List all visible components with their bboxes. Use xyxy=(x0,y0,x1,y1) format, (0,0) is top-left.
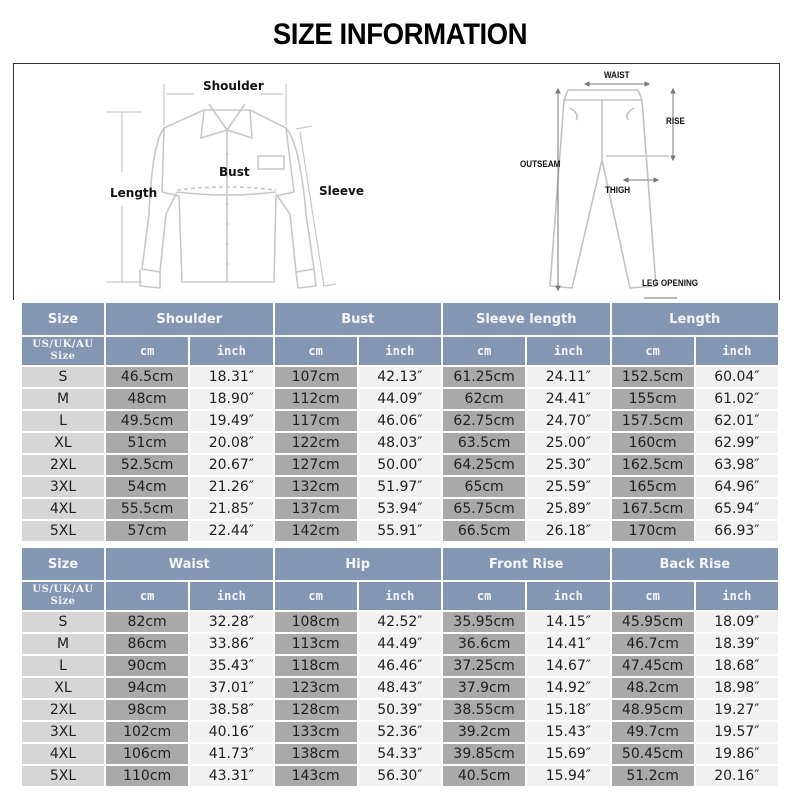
size-cell: 4XL xyxy=(22,744,104,764)
cm-value-cell: 157.5cm xyxy=(612,411,694,431)
cm-value-cell: 94cm xyxy=(106,678,188,698)
cm-value-cell: 155cm xyxy=(612,389,694,409)
size-system-header: US/UK/AU Size xyxy=(22,582,104,610)
cm-value-cell: 37.9cm xyxy=(443,678,525,698)
unit-cm-header: cm xyxy=(106,337,188,365)
table-row xyxy=(22,433,778,453)
shoulder-label: Shoulder xyxy=(203,79,264,93)
inch-value-cell: 48.43″ xyxy=(359,678,441,698)
table-row xyxy=(22,411,778,431)
cm-value-cell: 106cm xyxy=(106,744,188,764)
cm-value-cell: 50.45cm xyxy=(612,744,694,764)
size-cell: L xyxy=(22,656,104,676)
diagram-panel xyxy=(13,63,780,300)
cm-value-cell: 165cm xyxy=(612,477,694,497)
cm-value-cell: 49.5cm xyxy=(106,411,188,431)
cm-value-cell: 45.95cm xyxy=(612,612,694,632)
cm-value-cell: 138cm xyxy=(275,744,357,764)
unit-cm-header: cm xyxy=(275,582,357,610)
cm-value-cell: 82cm xyxy=(106,612,188,632)
inch-value-cell: 15.69″ xyxy=(527,744,609,764)
cm-value-cell: 113cm xyxy=(275,634,357,654)
inch-value-cell: 50.00″ xyxy=(359,455,441,475)
cm-value-cell: 36.6cm xyxy=(443,634,525,654)
table-row xyxy=(22,656,778,676)
inch-value-cell: 20.16″ xyxy=(696,766,778,786)
size-cell: 2XL xyxy=(22,700,104,720)
inch-value-cell: 48.03″ xyxy=(359,433,441,453)
cm-value-cell: 64.25cm xyxy=(443,455,525,475)
size-cell: 2XL xyxy=(22,455,104,475)
cm-value-cell: 160cm xyxy=(612,433,694,453)
cm-value-cell: 48.2cm xyxy=(612,678,694,698)
cm-value-cell: 118cm xyxy=(275,656,357,676)
page-title: SIZE INFORMATION xyxy=(272,18,528,51)
inch-value-cell: 64.96″ xyxy=(696,477,778,497)
cm-value-cell: 90cm xyxy=(106,656,188,676)
inch-value-cell: 55.91″ xyxy=(359,521,441,541)
cm-value-cell: 152.5cm xyxy=(612,367,694,387)
table-row xyxy=(22,678,778,698)
size-cell: 5XL xyxy=(22,521,104,541)
table-row xyxy=(22,499,778,519)
inch-value-cell: 20.08″ xyxy=(190,433,272,453)
inch-value-cell: 24.41″ xyxy=(527,389,609,409)
cm-value-cell: 86cm xyxy=(106,634,188,654)
cm-value-cell: 142cm xyxy=(275,521,357,541)
inch-value-cell: 18.31″ xyxy=(190,367,272,387)
cm-value-cell: 132cm xyxy=(275,477,357,497)
inch-value-cell: 15.18″ xyxy=(527,700,609,720)
unit-cm-header: cm xyxy=(612,582,694,610)
inch-value-cell: 14.67″ xyxy=(527,656,609,676)
outseam-label: OUTSEAM xyxy=(520,159,561,170)
cm-value-cell: 40.5cm xyxy=(443,766,525,786)
bottom-size-table xyxy=(20,546,780,788)
cm-value-cell: 37.25cm xyxy=(443,656,525,676)
inch-value-cell: 18.98″ xyxy=(696,678,778,698)
cm-value-cell: 46.7cm xyxy=(612,634,694,654)
shirt-illustration xyxy=(14,64,394,299)
inch-value-cell: 56.30″ xyxy=(359,766,441,786)
inch-value-cell: 51.97″ xyxy=(359,477,441,497)
cm-value-cell: 47.45cm xyxy=(612,656,694,676)
inch-value-cell: 54.33″ xyxy=(359,744,441,764)
unit-inch-header: inch xyxy=(359,337,441,365)
size-cell: M xyxy=(22,634,104,654)
sleeve-label: Sleeve xyxy=(319,184,364,198)
cm-value-cell: 62.75cm xyxy=(443,411,525,431)
size-cell: S xyxy=(22,367,104,387)
cm-value-cell: 122cm xyxy=(275,433,357,453)
cm-value-cell: 110cm xyxy=(106,766,188,786)
inch-value-cell: 60.04″ xyxy=(696,367,778,387)
cm-value-cell: 128cm xyxy=(275,700,357,720)
cm-value-cell: 54cm xyxy=(106,477,188,497)
cm-value-cell: 127cm xyxy=(275,455,357,475)
rise-label: RISE xyxy=(666,116,685,127)
cm-value-cell: 123cm xyxy=(275,678,357,698)
inch-value-cell: 35.43″ xyxy=(190,656,272,676)
inch-value-cell: 33.86″ xyxy=(190,634,272,654)
unit-cm-header: cm xyxy=(443,337,525,365)
inch-value-cell: 19.49″ xyxy=(190,411,272,431)
inch-value-cell: 66.93″ xyxy=(696,521,778,541)
table-row xyxy=(22,612,778,632)
size-cell: 3XL xyxy=(22,722,104,742)
cm-value-cell: 55.5cm xyxy=(106,499,188,519)
cm-value-cell: 137cm xyxy=(275,499,357,519)
cm-value-cell: 39.2cm xyxy=(443,722,525,742)
unit-inch-header: inch xyxy=(359,582,441,610)
unit-inch-header: inch xyxy=(527,337,609,365)
inch-value-cell: 22.44″ xyxy=(190,521,272,541)
inch-value-cell: 18.90″ xyxy=(190,389,272,409)
inch-value-cell: 15.94″ xyxy=(527,766,609,786)
cm-value-cell: 51.2cm xyxy=(612,766,694,786)
inch-value-cell: 20.67″ xyxy=(190,455,272,475)
cm-value-cell: 35.95cm xyxy=(443,612,525,632)
inch-value-cell: 19.57″ xyxy=(696,722,778,742)
cm-value-cell: 62cm xyxy=(443,389,525,409)
table-row xyxy=(22,455,778,475)
inch-value-cell: 25.59″ xyxy=(527,477,609,497)
inch-value-cell: 14.41″ xyxy=(527,634,609,654)
back-rise-header: Back Rise xyxy=(612,548,779,580)
cm-value-cell: 102cm xyxy=(106,722,188,742)
inch-value-cell: 62.01″ xyxy=(696,411,778,431)
cm-value-cell: 98cm xyxy=(106,700,188,720)
inch-value-cell: 42.52″ xyxy=(359,612,441,632)
bust-header: Bust xyxy=(275,303,442,335)
cm-value-cell: 162.5cm xyxy=(612,455,694,475)
inch-value-cell: 25.89″ xyxy=(527,499,609,519)
unit-cm-header: cm xyxy=(106,582,188,610)
inch-value-cell: 41.73″ xyxy=(190,744,272,764)
size-cell: M xyxy=(22,389,104,409)
unit-cm-header: cm xyxy=(612,337,694,365)
sleeve-length-header: Sleeve length xyxy=(443,303,610,335)
size-cell: 3XL xyxy=(22,477,104,497)
size-cell: S xyxy=(22,612,104,632)
cm-value-cell: 170cm xyxy=(612,521,694,541)
top-size-table xyxy=(20,301,780,543)
unit-cm-header: cm xyxy=(275,337,357,365)
waist-label: WAIST xyxy=(604,70,630,81)
inch-value-cell: 21.26″ xyxy=(190,477,272,497)
inch-value-cell: 26.18″ xyxy=(527,521,609,541)
inch-value-cell: 18.09″ xyxy=(696,612,778,632)
size-system-header: US/UK/AU Size xyxy=(22,337,104,365)
inch-value-cell: 65.94″ xyxy=(696,499,778,519)
inch-value-cell: 61.02″ xyxy=(696,389,778,409)
size-cell: L xyxy=(22,411,104,431)
inch-value-cell: 19.86″ xyxy=(696,744,778,764)
unit-inch-header: inch xyxy=(190,582,272,610)
cm-value-cell: 65.75cm xyxy=(443,499,525,519)
cm-value-cell: 107cm xyxy=(275,367,357,387)
inch-value-cell: 19.27″ xyxy=(696,700,778,720)
size-cell: XL xyxy=(22,433,104,453)
inch-value-cell: 37.01″ xyxy=(190,678,272,698)
inch-value-cell: 62.99″ xyxy=(696,433,778,453)
table-row xyxy=(22,634,778,654)
size-cell: XL xyxy=(22,678,104,698)
cm-value-cell: 52.5cm xyxy=(106,455,188,475)
inch-value-cell: 44.09″ xyxy=(359,389,441,409)
cm-value-cell: 48.95cm xyxy=(612,700,694,720)
cm-value-cell: 112cm xyxy=(275,389,357,409)
table-row xyxy=(22,521,778,541)
front-rise-header: Front Rise xyxy=(443,548,610,580)
inch-value-cell: 32.28″ xyxy=(190,612,272,632)
unit-inch-header: inch xyxy=(527,582,609,610)
cm-value-cell: 108cm xyxy=(275,612,357,632)
inch-value-cell: 43.31″ xyxy=(190,766,272,786)
leg-opening-label: LEG OPENING xyxy=(642,278,699,289)
table-row xyxy=(22,744,778,764)
length-label: Length xyxy=(110,186,158,200)
bust-label: Bust xyxy=(219,165,250,179)
table-row xyxy=(22,722,778,742)
cm-value-cell: 117cm xyxy=(275,411,357,431)
cm-value-cell: 51cm xyxy=(106,433,188,453)
inch-value-cell: 63.98″ xyxy=(696,455,778,475)
inch-value-cell: 53.94″ xyxy=(359,499,441,519)
table-row xyxy=(22,389,778,409)
inch-value-cell: 52.36″ xyxy=(359,722,441,742)
inch-value-cell: 24.70″ xyxy=(527,411,609,431)
cm-value-cell: 49.7cm xyxy=(612,722,694,742)
table-row xyxy=(22,700,778,720)
table-row xyxy=(22,477,778,497)
inch-value-cell: 38.58″ xyxy=(190,700,272,720)
shoulder-header: Shoulder xyxy=(106,303,273,335)
inch-value-cell: 14.92″ xyxy=(527,678,609,698)
inch-value-cell: 50.39″ xyxy=(359,700,441,720)
inch-value-cell: 25.30″ xyxy=(527,455,609,475)
inch-value-cell: 44.49″ xyxy=(359,634,441,654)
inch-value-cell: 42.13″ xyxy=(359,367,441,387)
cm-value-cell: 57cm xyxy=(106,521,188,541)
cm-value-cell: 38.55cm xyxy=(443,700,525,720)
cm-value-cell: 167.5cm xyxy=(612,499,694,519)
cm-value-cell: 143cm xyxy=(275,766,357,786)
cm-value-cell: 48cm xyxy=(106,389,188,409)
inch-value-cell: 18.68″ xyxy=(696,656,778,676)
thigh-label: THIGH xyxy=(605,185,631,196)
table-row xyxy=(22,766,778,786)
hip-header: Hip xyxy=(275,548,442,580)
size-cell: 4XL xyxy=(22,499,104,519)
inch-value-cell: 40.16″ xyxy=(190,722,272,742)
cm-value-cell: 133cm xyxy=(275,722,357,742)
inch-value-cell: 24.11″ xyxy=(527,367,609,387)
table-row xyxy=(22,367,778,387)
cm-value-cell: 63.5cm xyxy=(443,433,525,453)
cm-value-cell: 46.5cm xyxy=(106,367,188,387)
size-cell: 5XL xyxy=(22,766,104,786)
inch-value-cell: 18.39″ xyxy=(696,634,778,654)
unit-inch-header: inch xyxy=(696,582,778,610)
cm-value-cell: 66.5cm xyxy=(443,521,525,541)
inch-value-cell: 46.46″ xyxy=(359,656,441,676)
cm-value-cell: 65cm xyxy=(443,477,525,497)
inch-value-cell: 15.43″ xyxy=(527,722,609,742)
cm-value-cell: 39.85cm xyxy=(443,744,525,764)
unit-inch-header: inch xyxy=(190,337,272,365)
unit-cm-header: cm xyxy=(443,582,525,610)
inch-value-cell: 25.00″ xyxy=(527,433,609,453)
length-header: Length xyxy=(612,303,779,335)
size-header: Size xyxy=(22,548,104,580)
size-header: Size xyxy=(22,303,104,335)
inch-value-cell: 21.85″ xyxy=(190,499,272,519)
waist-header: Waist xyxy=(106,548,273,580)
unit-inch-header: inch xyxy=(696,337,778,365)
inch-value-cell: 46.06″ xyxy=(359,411,441,431)
inch-value-cell: 14.15″ xyxy=(527,612,609,632)
cm-value-cell: 61.25cm xyxy=(443,367,525,387)
